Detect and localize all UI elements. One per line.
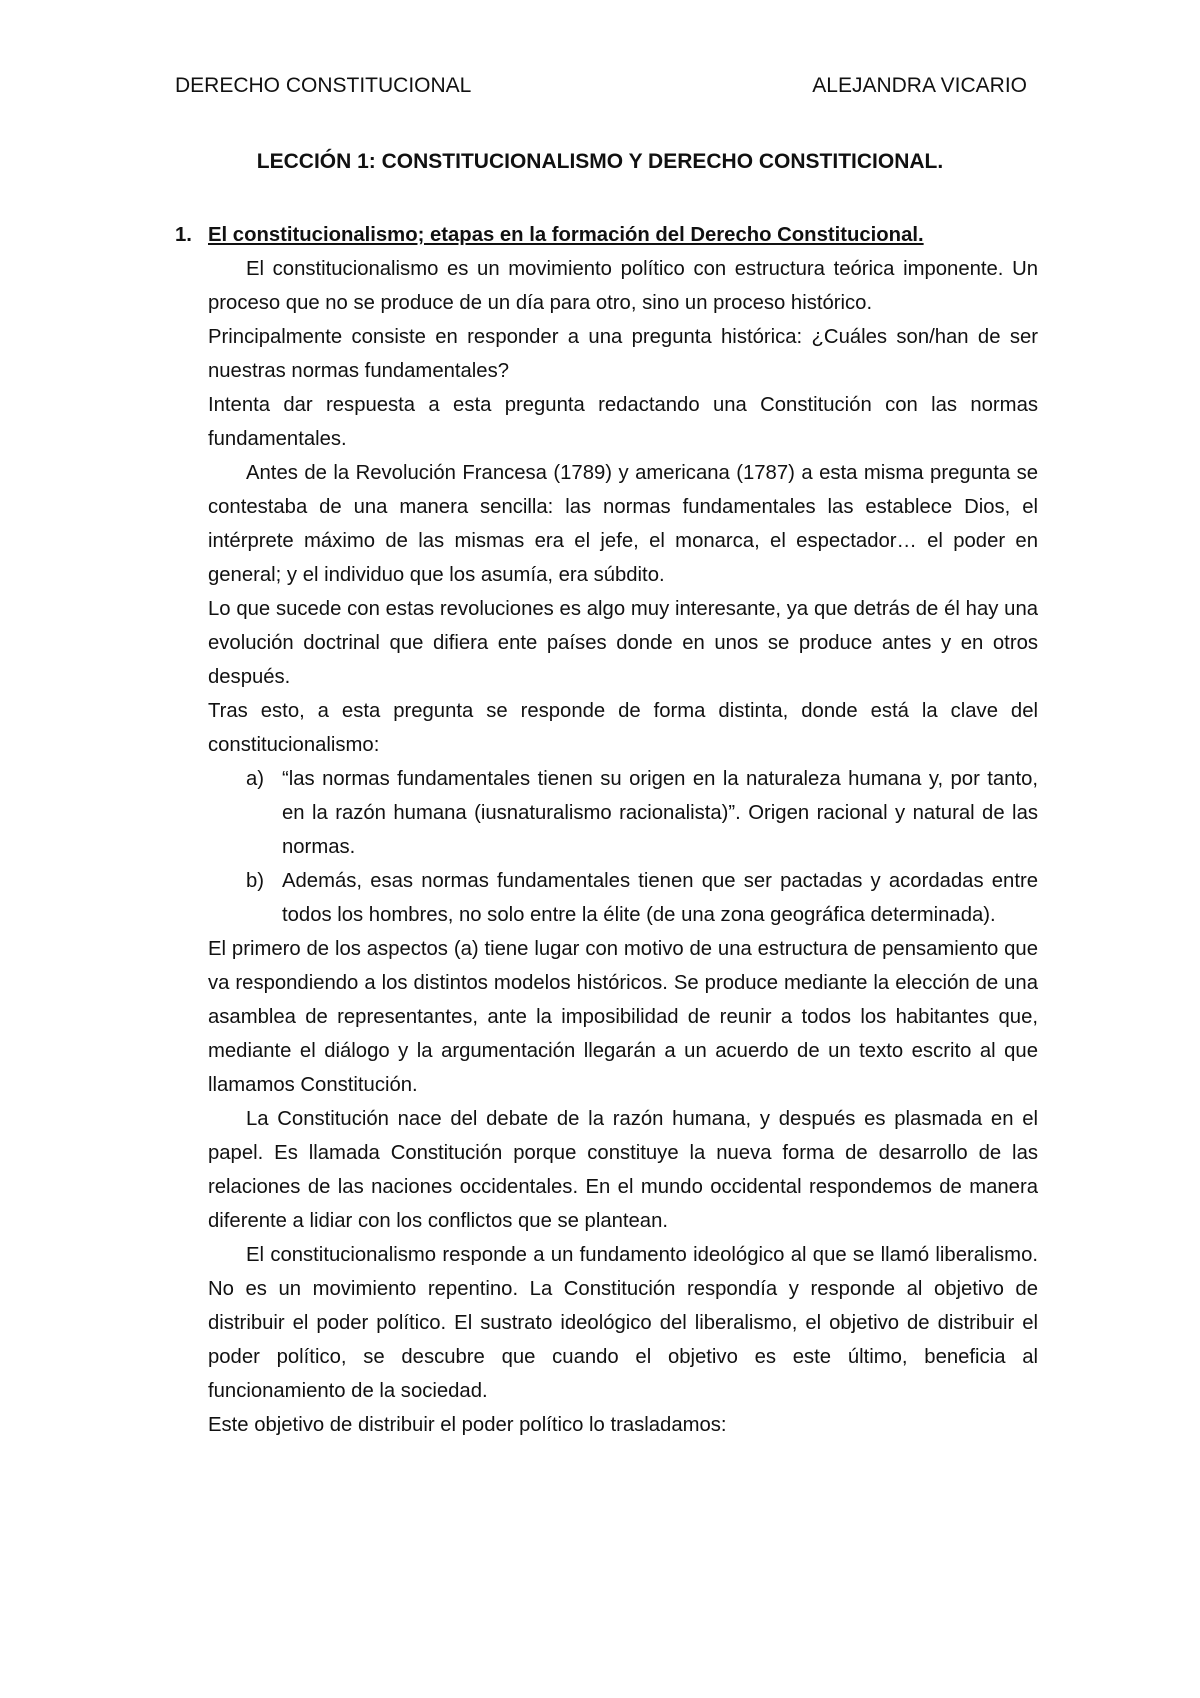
- header-author-name: ALEJANDRA VICARIO: [812, 74, 1027, 97]
- list-marker: a): [246, 768, 265, 790]
- lesson-title: LECCIÓN 1: CONSTITUCIONALISMO Y DERECHO CONSTITICIONAL.: [256, 150, 944, 173]
- header-course-title: DERECHO CONSTITUCIONAL: [175, 74, 472, 97]
- section-number: 1.: [175, 224, 192, 246]
- section-heading: [175, 218, 1038, 252]
- list-item: [208, 864, 1038, 932]
- list: [208, 762, 1038, 932]
- paragraph-8: La Constitución nace del debate de la razón humana, y después es plasmada en el papel. Es llamada Constitución porque constituye la nueva forma de desarrollo de las relaciones de las naciones occidentales. En el mundo occidental respondemos de manera diferente a lidiar con los conflictos que se plantean.: [208, 1108, 1038, 1232]
- paragraph-3: Intenta dar respuesta a esta pregunta redactando una Constitución con las normas fundamentales.: [208, 394, 1038, 450]
- list-item: [208, 762, 1038, 864]
- paragraph-5: Lo que sucede con estas revoluciones es algo muy interesante, ya que detrás de él hay una evolución doctrinal que difiera ente países donde en unos se produce antes y en otros después.: [208, 598, 1038, 688]
- list-item-text: “las normas fundamentales tienen su origen en la naturaleza humana y, por tanto, en la razón humana (iusnaturalismo racionalista)”. Origen racional y natural de las normas.: [282, 768, 1038, 858]
- document-body: [175, 218, 1038, 1442]
- paragraph-1: El constitucionalismo es un movimiento político con estructura teórica imponente. Un proceso que no se produce de un día para otro, sino un proceso histórico.: [208, 258, 1038, 314]
- paragraph-10: Este objetivo de distribuir el poder político lo trasladamos:: [208, 1414, 727, 1436]
- paragraph-4: Antes de la Revolución Francesa (1789) y americana (1787) a esta misma pregunta se contestaba de una manera sencilla: las normas fundamentales las establece Dios, el intérprete máximo de las mismas era el jefe, el monarca, el espectador… el poder en general; y el individuo que los asumía, era súbdito.: [208, 462, 1038, 586]
- list-marker: b): [246, 870, 265, 892]
- paragraph-7: El primero de los aspectos (a) tiene lugar con motivo de una estructura de pensamiento que va respondiendo a los distintos modelos históricos. Se produce mediante la elección de una asamblea de representantes, ante la imposibilidad de reunir a todos los habitantes que, mediante el diálogo y la argumentación llegarán a un acuerdo de un texto escrito al que llamamos Constitución.: [208, 938, 1038, 1096]
- paragraph-6: Tras esto, a esta pregunta se responde de forma distinta, donde está la clave del constitucionalismo:: [208, 700, 1038, 756]
- list-item-text: Además, esas normas fundamentales tienen que ser pactadas y acordadas entre todos los hombres, no solo entre la élite (de una zona geográfica determinada).: [282, 870, 1038, 926]
- paragraph-9: El constitucionalismo responde a un fundamento ideológico al que se llamó liberalismo. No es un movimiento repentino. La Constitución respondía y responde al objetivo de distribuir el poder político. El sustrato ideológico del liberalismo, el objetivo de distribuir el poder político, se descubre que cuando el objetivo es este último, beneficia al funcionamiento de la sociedad.: [208, 1244, 1038, 1402]
- section-title: El constitucionalismo; etapas en la formación del Derecho Constitucional.: [208, 224, 924, 246]
- paragraph-2: Principalmente consiste en responder a una pregunta histórica: ¿Cuáles son/han de ser nuestras normas fundamentales?: [208, 326, 1038, 382]
